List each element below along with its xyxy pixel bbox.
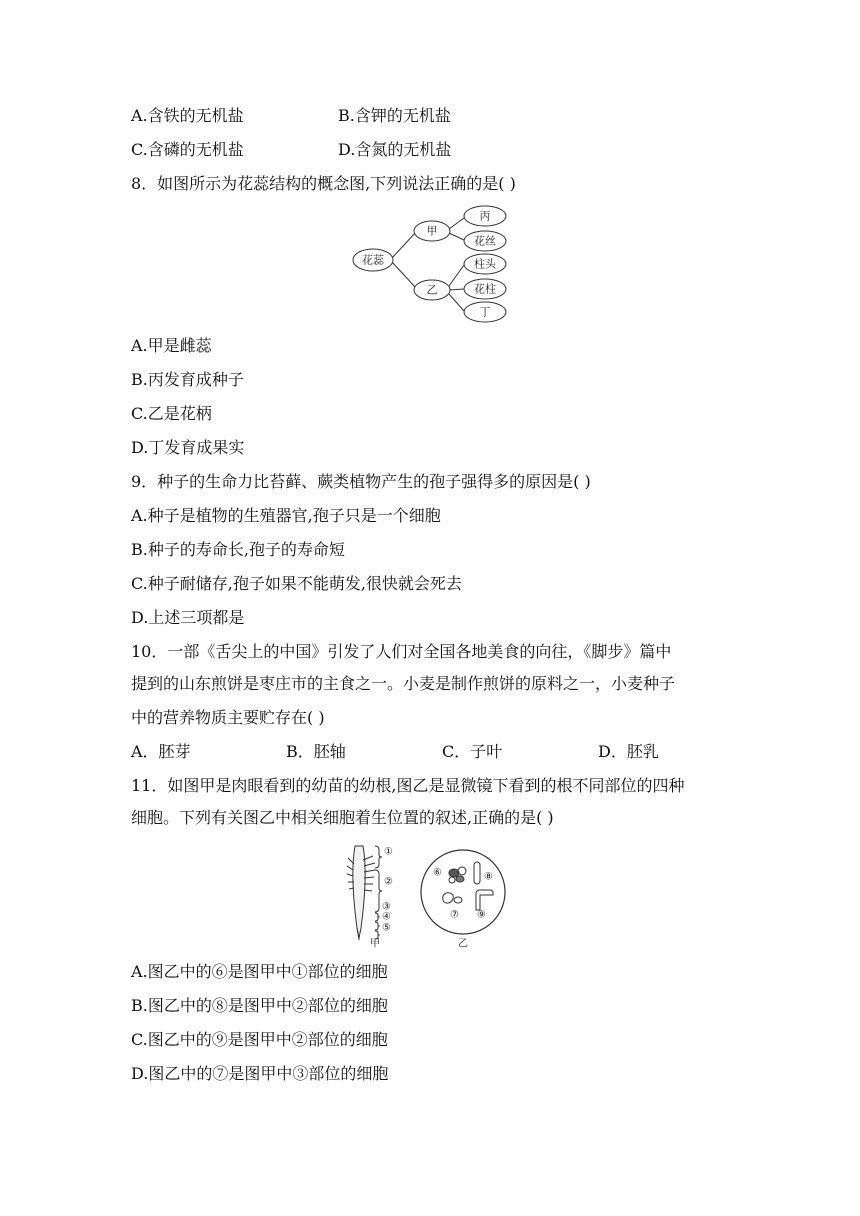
- q8-stem: 8．如图所示为花蕊结构的概念图,下列说法正确的是( ): [131, 174, 516, 193]
- q10-option-c: C．子叶: [442, 742, 503, 761]
- q11-option-c: C.图乙中的⑨是图甲中②部位的细胞: [131, 1030, 388, 1049]
- jia-label-5: ⑤: [382, 922, 391, 934]
- q10-stem-line-2: 提到的山东煎饼是枣庄市的主食之一。小麦是制作煎饼的原料之一，小麦种子: [131, 674, 676, 693]
- q9-stem: 9．种子的生命力比苔藓、蕨类植物产生的孢子强得多的原因是( ): [131, 472, 591, 491]
- yi-label-8: ⑧: [484, 871, 493, 883]
- q11-option-b: B.图乙中的⑧是图甲中②部位的细胞: [131, 996, 388, 1015]
- q9-option-a: A.种子是植物的生殖器官,孢子只是一个细胞: [131, 506, 441, 525]
- microscope-figure-yi: [420, 846, 520, 952]
- yi-label-9: ⑨: [477, 909, 486, 921]
- q8-option-b: B.丙发育成种子: [131, 370, 244, 389]
- q10-option-a: A．胚芽: [131, 742, 191, 761]
- jia-label-2: ②: [384, 876, 393, 888]
- q11-stem-line-1: 11．如图甲是肉眼看到的幼苗的幼根,图乙是显微镜下看到的根不同部位的四种: [131, 776, 685, 795]
- jia-label-4: ④: [382, 911, 391, 923]
- diagram-ding-label: 丁: [479, 305, 491, 319]
- q10-options-row: [131, 741, 731, 763]
- diagram-bing-label: 丙: [479, 209, 491, 223]
- diagram-yi-label: 乙: [426, 283, 438, 297]
- figure-jia-caption: 甲: [370, 938, 380, 950]
- jia-label-3: ③: [382, 901, 391, 913]
- q9-option-d: D.上述三项都是: [131, 608, 245, 627]
- q11-option-a: A.图乙中的⑥是图甲中①部位的细胞: [131, 962, 388, 981]
- q7-option-c: C.含磷的无机盐: [131, 140, 244, 159]
- q11-option-d: D.图乙中的⑦是图甲中③部位的细胞: [131, 1064, 389, 1083]
- yi-label-7: ⑦: [450, 909, 459, 921]
- diagram-huasi-label: 花丝: [474, 234, 496, 248]
- jia-label-1: ①: [384, 846, 393, 858]
- q9-option-c: C.种子耐储存,孢子如果不能萌发,很快就会死去: [131, 574, 462, 593]
- q9-option-b: B.种子的寿命长,孢子的寿命短: [131, 540, 345, 559]
- q11-stem-line-2: 细胞。下列有关图乙中相关细胞着生位置的叙述,正确的是( ): [131, 808, 554, 827]
- q8-option-a: A.甲是雌蕊: [131, 336, 212, 355]
- q10-option-b: B．胚轴: [286, 742, 346, 761]
- diagram-root-label: 花蕊: [362, 253, 384, 267]
- stamen-pistil-concept-diagram: [348, 200, 514, 326]
- q10-stem-line-3: 中的营养物质主要贮存在( ): [131, 708, 325, 727]
- diagram-zhutou-label: 柱头: [474, 257, 496, 271]
- yi-label-6: ⑥: [433, 867, 442, 879]
- q7-option-a: A.含铁的无机盐: [131, 106, 244, 125]
- q10-option-d: D．胚乳: [598, 742, 659, 761]
- diagram-jia-label: 甲: [426, 224, 438, 238]
- q10-stem-line-1: 10．一部《舌尖上的中国》引发了人们对全国各地美食的向往，《脚步》篇中: [131, 642, 672, 661]
- q7-option-b: B.含钾的无机盐: [338, 106, 451, 125]
- figure-yi-caption: 乙: [458, 938, 468, 950]
- root-figure-jia: [345, 838, 405, 952]
- q8-option-d: D.丁发育成果实: [131, 438, 245, 457]
- q7-option-d: D.含氮的无机盐: [338, 140, 452, 159]
- q8-option-c: C.乙是花柄: [131, 404, 212, 423]
- diagram-huazhu-label: 花柱: [474, 282, 496, 296]
